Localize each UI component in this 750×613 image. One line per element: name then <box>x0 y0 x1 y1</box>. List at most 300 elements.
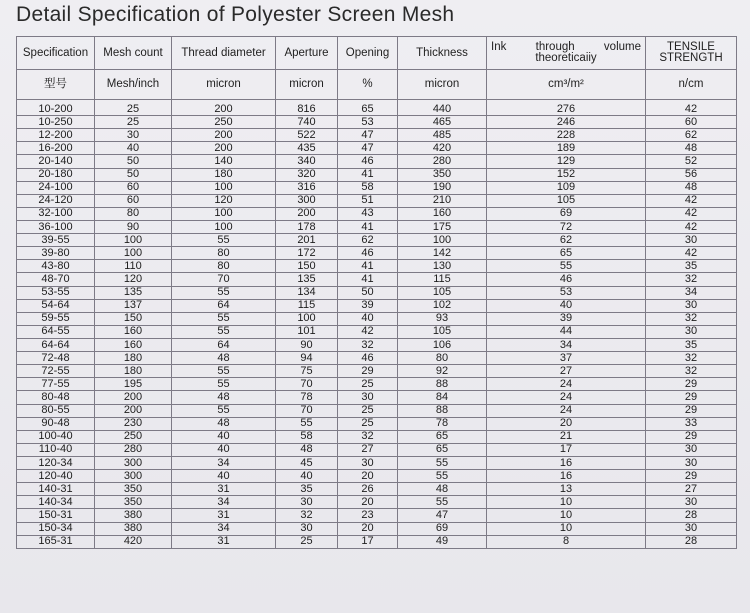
cell-specification: 16-200 <box>17 142 95 155</box>
col-header-thread-diameter: Thread diameter <box>172 37 276 70</box>
cell-mesh-count: 110 <box>95 260 172 273</box>
cell-tensile-strength: 32 <box>646 365 737 378</box>
cell-thread-diameter: 40 <box>172 470 276 483</box>
cell-tensile-strength: 33 <box>646 417 737 430</box>
cell-tensile-strength: 28 <box>646 535 737 548</box>
table-row <box>17 483 737 496</box>
cell-specification: 140-31 <box>17 483 95 496</box>
cell-ink-volume: 46 <box>487 273 646 286</box>
cell-aperture: 201 <box>276 234 338 247</box>
cell-specification: 20-180 <box>17 168 95 181</box>
cell-thickness: 49 <box>398 535 487 548</box>
cell-specification: 54-64 <box>17 299 95 312</box>
cell-thickness: 93 <box>398 312 487 325</box>
table-row <box>17 352 737 365</box>
cell-specification: 53-55 <box>17 286 95 299</box>
tensile-line1: TENSILE <box>667 41 715 53</box>
cell-mesh-count: 50 <box>95 168 172 181</box>
cell-aperture: 200 <box>276 207 338 220</box>
cell-specification: 59-55 <box>17 312 95 325</box>
cell-aperture: 320 <box>276 168 338 181</box>
cell-mesh-count: 40 <box>95 142 172 155</box>
cell-specification: 12-200 <box>17 129 95 142</box>
ink-word-through: through <box>535 41 575 53</box>
cell-thread-diameter: 55 <box>172 378 276 391</box>
cell-specification: 120-34 <box>17 456 95 469</box>
cell-mesh-count: 90 <box>95 220 172 233</box>
cell-specification: 10-200 <box>17 100 95 116</box>
page-title: Detail Specification of Polyester Screen Mesh <box>16 3 455 26</box>
cell-opening: 41 <box>338 168 398 181</box>
cell-tensile-strength: 29 <box>646 391 737 404</box>
cell-thread-diameter: 120 <box>172 194 276 207</box>
cell-mesh-count: 120 <box>95 273 172 286</box>
cell-aperture: 48 <box>276 443 338 456</box>
cell-thread-diameter: 31 <box>172 483 276 496</box>
spec-table-body <box>17 100 737 549</box>
cell-thread-diameter: 34 <box>172 522 276 535</box>
cell-tensile-strength: 35 <box>646 260 737 273</box>
table-row <box>17 470 737 483</box>
cell-opening: 47 <box>338 129 398 142</box>
cell-thread-diameter: 48 <box>172 391 276 404</box>
cell-aperture: 172 <box>276 247 338 260</box>
cell-tensile-strength: 30 <box>646 456 737 469</box>
cell-tensile-strength: 30 <box>646 299 737 312</box>
table-row <box>17 417 737 430</box>
table-row <box>17 325 737 338</box>
cell-mesh-count: 100 <box>95 247 172 260</box>
cell-ink-volume: 53 <box>487 286 646 299</box>
cell-tensile-strength: 60 <box>646 116 737 129</box>
cell-mesh-count: 150 <box>95 312 172 325</box>
table-row <box>17 273 737 286</box>
cell-tensile-strength: 42 <box>646 220 737 233</box>
cell-mesh-count: 230 <box>95 417 172 430</box>
cell-specification: 80-55 <box>17 404 95 417</box>
cell-tensile-strength: 30 <box>646 443 737 456</box>
cell-opening: 32 <box>338 430 398 443</box>
cell-thread-diameter: 100 <box>172 181 276 194</box>
cell-specification: 64-64 <box>17 338 95 351</box>
cell-mesh-count: 25 <box>95 116 172 129</box>
cell-mesh-count: 50 <box>95 155 172 168</box>
cell-thickness: 210 <box>398 194 487 207</box>
col-header-opening: Opening <box>338 37 398 70</box>
tensile-line2: STRENGTH <box>659 52 723 64</box>
table-row <box>17 312 737 325</box>
cell-thread-diameter: 100 <box>172 207 276 220</box>
cell-ink-volume: 17 <box>487 443 646 456</box>
cell-aperture: 75 <box>276 365 338 378</box>
table-row <box>17 535 737 548</box>
cell-aperture: 55 <box>276 417 338 430</box>
cell-thread-diameter: 31 <box>172 509 276 522</box>
cell-ink-volume: 109 <box>487 181 646 194</box>
cell-thread-diameter: 40 <box>172 430 276 443</box>
cell-thickness: 175 <box>398 220 487 233</box>
cell-opening: 26 <box>338 483 398 496</box>
cell-mesh-count: 30 <box>95 129 172 142</box>
cell-ink-volume: 44 <box>487 325 646 338</box>
cell-specification: 90-48 <box>17 417 95 430</box>
cell-thickness: 350 <box>398 168 487 181</box>
cell-opening: 20 <box>338 496 398 509</box>
cell-aperture: 100 <box>276 312 338 325</box>
cell-ink-volume: 246 <box>487 116 646 129</box>
cell-specification: 100-40 <box>17 430 95 443</box>
cell-specification: 20-140 <box>17 155 95 168</box>
cell-thickness: 78 <box>398 417 487 430</box>
cell-specification: 36-100 <box>17 220 95 233</box>
unit-opening: % <box>338 70 398 100</box>
cell-aperture: 134 <box>276 286 338 299</box>
cell-opening: 25 <box>338 378 398 391</box>
cell-opening: 41 <box>338 273 398 286</box>
cell-ink-volume: 39 <box>487 312 646 325</box>
cell-mesh-count: 195 <box>95 378 172 391</box>
cell-thickness: 88 <box>398 404 487 417</box>
cell-thread-diameter: 200 <box>172 100 276 116</box>
table-row <box>17 260 737 273</box>
cell-opening: 41 <box>338 260 398 273</box>
cell-tensile-strength: 29 <box>646 404 737 417</box>
cell-mesh-count: 60 <box>95 181 172 194</box>
cell-aperture: 70 <box>276 378 338 391</box>
cell-mesh-count: 420 <box>95 535 172 548</box>
cell-thread-diameter: 140 <box>172 155 276 168</box>
cell-tensile-strength: 29 <box>646 430 737 443</box>
table-row <box>17 443 737 456</box>
cell-aperture: 435 <box>276 142 338 155</box>
cell-mesh-count: 250 <box>95 430 172 443</box>
cell-opening: 46 <box>338 155 398 168</box>
cell-thread-diameter: 48 <box>172 417 276 430</box>
cell-thickness: 105 <box>398 325 487 338</box>
cell-opening: 20 <box>338 522 398 535</box>
cell-ink-volume: 8 <box>487 535 646 548</box>
cell-thickness: 106 <box>398 338 487 351</box>
cell-opening: 47 <box>338 142 398 155</box>
cell-tensile-strength: 32 <box>646 312 737 325</box>
cell-thread-diameter: 80 <box>172 260 276 273</box>
unit-aperture: micron <box>276 70 338 100</box>
table-row <box>17 155 737 168</box>
cell-aperture: 78 <box>276 391 338 404</box>
spec-table <box>16 36 737 549</box>
cell-ink-volume: 16 <box>487 470 646 483</box>
cell-aperture: 522 <box>276 129 338 142</box>
table-row <box>17 168 737 181</box>
cell-specification: 24-120 <box>17 194 95 207</box>
cell-thread-diameter: 200 <box>172 142 276 155</box>
col-header-tensile-strength <box>646 37 737 70</box>
cell-ink-volume: 20 <box>487 417 646 430</box>
cell-tensile-strength: 30 <box>646 325 737 338</box>
cell-thickness: 160 <box>398 207 487 220</box>
cell-tensile-strength: 28 <box>646 509 737 522</box>
cell-thickness: 100 <box>398 234 487 247</box>
cell-thickness: 420 <box>398 142 487 155</box>
table-row <box>17 194 737 207</box>
cell-opening: 51 <box>338 194 398 207</box>
cell-thread-diameter: 180 <box>172 168 276 181</box>
cell-ink-volume: 276 <box>487 100 646 116</box>
cell-aperture: 70 <box>276 404 338 417</box>
cell-thickness: 280 <box>398 155 487 168</box>
cell-opening: 58 <box>338 181 398 194</box>
table-row <box>17 496 737 509</box>
table-row <box>17 100 737 116</box>
cell-ink-volume: 152 <box>487 168 646 181</box>
cell-thickness: 115 <box>398 273 487 286</box>
cell-aperture: 740 <box>276 116 338 129</box>
cell-thread-diameter: 55 <box>172 365 276 378</box>
cell-thickness: 65 <box>398 430 487 443</box>
cell-specification: 10-250 <box>17 116 95 129</box>
cell-specification: 39-55 <box>17 234 95 247</box>
cell-mesh-count: 25 <box>95 100 172 116</box>
table-row <box>17 207 737 220</box>
cell-mesh-count: 200 <box>95 404 172 417</box>
cell-ink-volume: 55 <box>487 260 646 273</box>
table-row <box>17 116 737 129</box>
cell-ink-volume: 189 <box>487 142 646 155</box>
table-row <box>17 181 737 194</box>
cell-specification: 32-100 <box>17 207 95 220</box>
cell-thickness: 130 <box>398 260 487 273</box>
cell-ink-volume: 228 <box>487 129 646 142</box>
cell-opening: 53 <box>338 116 398 129</box>
table-row <box>17 365 737 378</box>
table-row <box>17 338 737 351</box>
unit-tensile-strength: n/cm <box>646 70 737 100</box>
cell-thickness: 142 <box>398 247 487 260</box>
cell-aperture: 300 <box>276 194 338 207</box>
cell-thickness: 80 <box>398 352 487 365</box>
cell-tensile-strength: 32 <box>646 273 737 286</box>
cell-thickness: 55 <box>398 456 487 469</box>
cell-mesh-count: 350 <box>95 483 172 496</box>
cell-opening: 65 <box>338 100 398 116</box>
cell-mesh-count: 80 <box>95 207 172 220</box>
cell-tensile-strength: 42 <box>646 247 737 260</box>
cell-aperture: 90 <box>276 338 338 351</box>
cell-ink-volume: 65 <box>487 247 646 260</box>
cell-aperture: 178 <box>276 220 338 233</box>
cell-ink-volume: 13 <box>487 483 646 496</box>
cell-tensile-strength: 48 <box>646 181 737 194</box>
cell-aperture: 816 <box>276 100 338 116</box>
cell-aperture: 40 <box>276 470 338 483</box>
cell-aperture: 150 <box>276 260 338 273</box>
cell-thread-diameter: 80 <box>172 247 276 260</box>
cell-opening: 40 <box>338 312 398 325</box>
cell-opening: 50 <box>338 286 398 299</box>
cell-tensile-strength: 62 <box>646 129 737 142</box>
cell-aperture: 115 <box>276 299 338 312</box>
cell-mesh-count: 180 <box>95 365 172 378</box>
cell-aperture: 340 <box>276 155 338 168</box>
cell-thickness: 102 <box>398 299 487 312</box>
cell-tensile-strength: 48 <box>646 142 737 155</box>
cell-ink-volume: 27 <box>487 365 646 378</box>
cell-mesh-count: 300 <box>95 456 172 469</box>
table-row <box>17 234 737 247</box>
cell-tensile-strength: 30 <box>646 496 737 509</box>
table-row <box>17 247 737 260</box>
cell-opening: 20 <box>338 470 398 483</box>
header-row <box>17 37 737 70</box>
cell-opening: 41 <box>338 220 398 233</box>
cell-ink-volume: 72 <box>487 220 646 233</box>
ink-word-theoretically: theoreticaiiy <box>535 52 597 64</box>
cell-thread-diameter: 55 <box>172 286 276 299</box>
cell-mesh-count: 100 <box>95 234 172 247</box>
col-header-thickness: Thickness <box>398 37 487 70</box>
cell-mesh-count: 350 <box>95 496 172 509</box>
cell-mesh-count: 160 <box>95 325 172 338</box>
cell-specification: 77-55 <box>17 378 95 391</box>
cell-mesh-count: 60 <box>95 194 172 207</box>
cell-aperture: 316 <box>276 181 338 194</box>
cell-opening: 29 <box>338 365 398 378</box>
table-row <box>17 404 737 417</box>
col-header-ink-volume <box>487 37 646 70</box>
cell-thickness: 48 <box>398 483 487 496</box>
cell-mesh-count: 135 <box>95 286 172 299</box>
cell-ink-volume: 10 <box>487 509 646 522</box>
cell-tensile-strength: 42 <box>646 207 737 220</box>
cell-specification: 150-34 <box>17 522 95 535</box>
table-row <box>17 456 737 469</box>
cell-opening: 27 <box>338 443 398 456</box>
table-row <box>17 129 737 142</box>
cell-ink-volume: 10 <box>487 496 646 509</box>
cell-thread-diameter: 55 <box>172 404 276 417</box>
cell-specification: 120-40 <box>17 470 95 483</box>
cell-aperture: 135 <box>276 273 338 286</box>
cell-thread-diameter: 40 <box>172 443 276 456</box>
cell-specification: 72-55 <box>17 365 95 378</box>
ink-word-ink: Ink <box>491 41 507 53</box>
cell-thread-diameter: 70 <box>172 273 276 286</box>
cell-ink-volume: 10 <box>487 522 646 535</box>
table-row <box>17 220 737 233</box>
unit-thickness: micron <box>398 70 487 100</box>
unit-mesh-count: Mesh/inch <box>95 70 172 100</box>
cell-thread-diameter: 31 <box>172 535 276 548</box>
cell-specification: 39-80 <box>17 247 95 260</box>
cell-specification: 64-55 <box>17 325 95 338</box>
cell-mesh-count: 380 <box>95 509 172 522</box>
cell-thread-diameter: 100 <box>172 220 276 233</box>
cell-aperture: 30 <box>276 522 338 535</box>
cell-ink-volume: 24 <box>487 391 646 404</box>
cell-ink-volume: 16 <box>487 456 646 469</box>
cell-thickness: 465 <box>398 116 487 129</box>
cell-tensile-strength: 42 <box>646 194 737 207</box>
cell-ink-volume: 69 <box>487 207 646 220</box>
cell-ink-volume: 24 <box>487 404 646 417</box>
cell-opening: 25 <box>338 417 398 430</box>
cell-opening: 46 <box>338 352 398 365</box>
table-row <box>17 509 737 522</box>
cell-thickness: 69 <box>398 522 487 535</box>
cell-specification: 110-40 <box>17 443 95 456</box>
cell-thread-diameter: 250 <box>172 116 276 129</box>
cell-ink-volume: 105 <box>487 194 646 207</box>
cell-specification: 150-31 <box>17 509 95 522</box>
cell-opening: 46 <box>338 247 398 260</box>
cell-thickness: 55 <box>398 496 487 509</box>
cell-mesh-count: 160 <box>95 338 172 351</box>
cell-thickness: 190 <box>398 181 487 194</box>
cell-specification: 140-34 <box>17 496 95 509</box>
cell-mesh-count: 300 <box>95 470 172 483</box>
ink-word-volume: volume <box>603 41 641 53</box>
cell-aperture: 30 <box>276 496 338 509</box>
cell-aperture: 101 <box>276 325 338 338</box>
cell-tensile-strength: 52 <box>646 155 737 168</box>
cell-specification: 48-70 <box>17 273 95 286</box>
cell-aperture: 25 <box>276 535 338 548</box>
cell-thickness: 440 <box>398 100 487 116</box>
table-row <box>17 522 737 535</box>
cell-thickness: 88 <box>398 378 487 391</box>
cell-thread-diameter: 200 <box>172 129 276 142</box>
cell-aperture: 35 <box>276 483 338 496</box>
unit-specification: 型号 <box>17 70 95 100</box>
table-row <box>17 391 737 404</box>
cell-opening: 30 <box>338 391 398 404</box>
unit-thread-diameter: micron <box>172 70 276 100</box>
cell-opening: 39 <box>338 299 398 312</box>
cell-mesh-count: 380 <box>95 522 172 535</box>
table-row <box>17 142 737 155</box>
cell-tensile-strength: 42 <box>646 100 737 116</box>
cell-ink-volume: 62 <box>487 234 646 247</box>
cell-ink-volume: 40 <box>487 299 646 312</box>
cell-tensile-strength: 56 <box>646 168 737 181</box>
cell-tensile-strength: 34 <box>646 286 737 299</box>
cell-thread-diameter: 64 <box>172 299 276 312</box>
cell-tensile-strength: 30 <box>646 234 737 247</box>
unit-ink-volume: cm³/m² <box>487 70 646 100</box>
cell-thickness: 65 <box>398 443 487 456</box>
cell-opening: 32 <box>338 338 398 351</box>
cell-thread-diameter: 55 <box>172 234 276 247</box>
cell-tensile-strength: 29 <box>646 470 737 483</box>
col-header-specification: Specification <box>17 37 95 70</box>
cell-aperture: 58 <box>276 430 338 443</box>
cell-aperture: 32 <box>276 509 338 522</box>
cell-ink-volume: 37 <box>487 352 646 365</box>
cell-tensile-strength: 30 <box>646 522 737 535</box>
cell-thread-diameter: 48 <box>172 352 276 365</box>
cell-thickness: 84 <box>398 391 487 404</box>
cell-thread-diameter: 55 <box>172 325 276 338</box>
cell-specification: 165-31 <box>17 535 95 548</box>
cell-opening: 17 <box>338 535 398 548</box>
unit-row <box>17 70 737 100</box>
cell-tensile-strength: 27 <box>646 483 737 496</box>
cell-thickness: 47 <box>398 509 487 522</box>
col-header-mesh-count: Mesh count <box>95 37 172 70</box>
cell-opening: 25 <box>338 404 398 417</box>
cell-tensile-strength: 32 <box>646 352 737 365</box>
cell-mesh-count: 137 <box>95 299 172 312</box>
